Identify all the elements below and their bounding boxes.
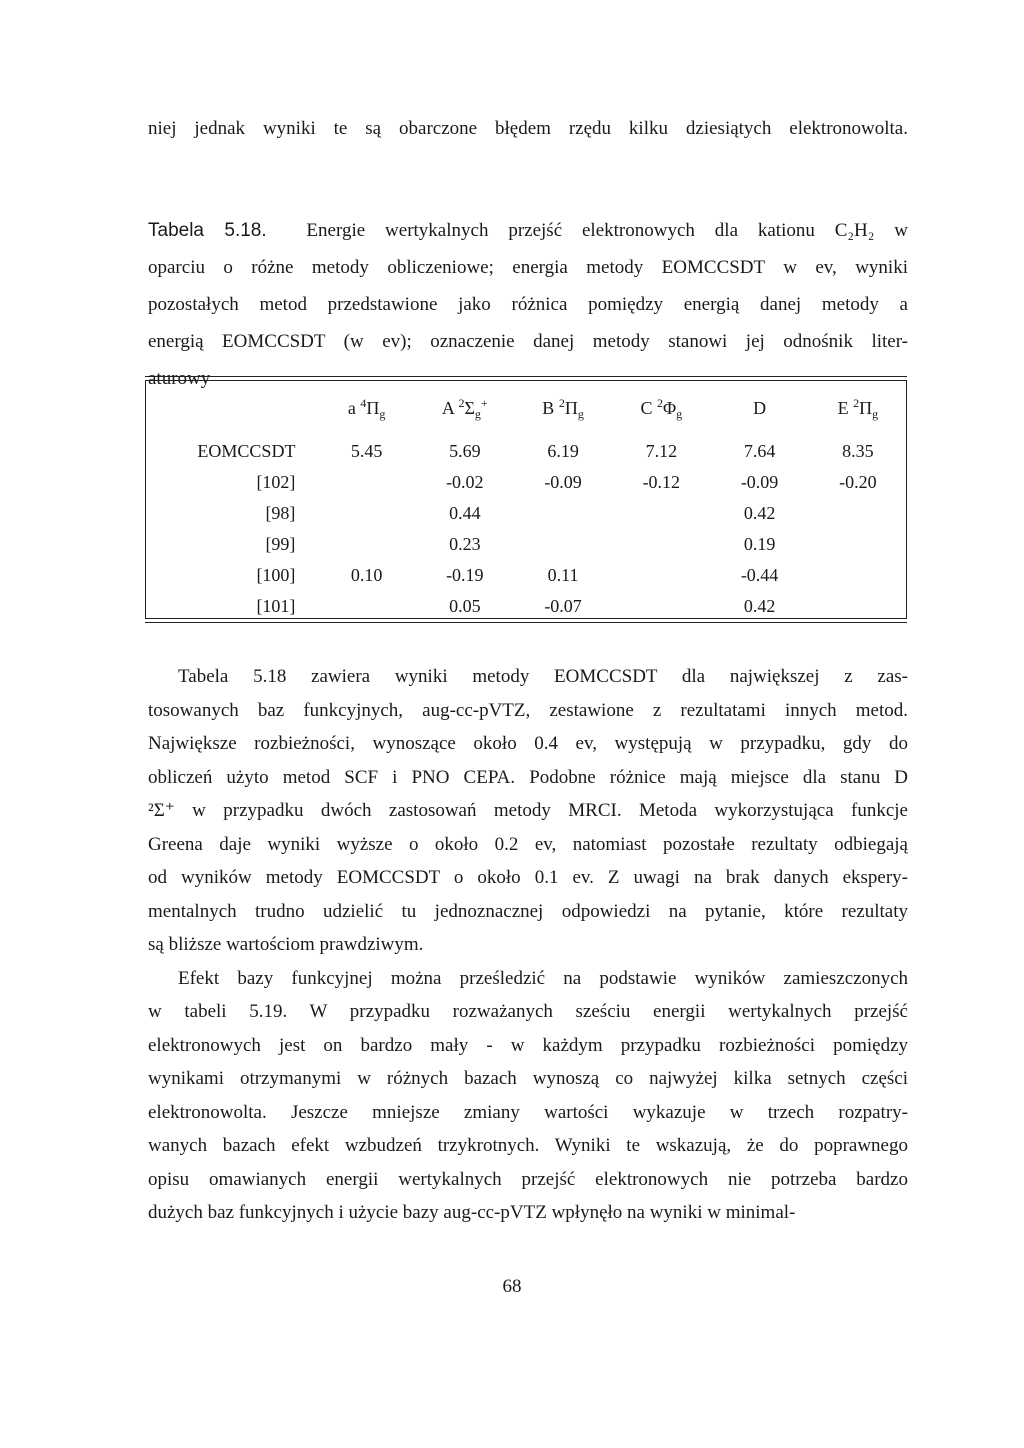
table-body [145,436,907,622]
table-cell: 0.42 [743,503,776,523]
table-cell: 0.10 [350,565,383,585]
table-cell: -0.19 [446,565,484,585]
table-cell: 5.45 [350,441,383,461]
multiplicity: 2 [558,396,565,410]
table-cell: -0.09 [740,472,779,492]
state-letter: C [640,398,657,418]
table-cell: -0.20 [839,472,877,492]
table-cell: -0.02 [446,472,484,492]
table-caption [148,212,908,397]
caption-label: Tabela 5.18. [148,220,267,241]
caption-line-2: oparciu o różne metody obliczeniowe; energia metody EOMCCSDT w ev, wyniki [148,257,908,278]
body-line: obliczeń użyto metod SCF i PNO CEPA. Podobne różnice mają miejsce dla stanu D [148,766,908,788]
table-cell [514,498,612,529]
body-line: od wyników metody EOMCCSDT o około 0.1 ev. Z uwagi na brak danych ekspery- [148,867,908,888]
body-line: opisu omawianych energii wertykalnych przejść elektronowych nie potrzeba bardzo [148,1168,908,1190]
body-line: są bliższe wartościom prawdziwym. [148,934,424,955]
state-letter: a [347,398,361,418]
table-cell: 0.05 [449,596,481,616]
multiplicity: 2 [656,396,663,410]
parity: g [577,407,584,421]
table-cell [514,529,612,560]
table-cell [317,529,415,560]
header-corner [145,392,317,436]
body-line: elektronowolta. Jeszcze mniejsze zmiany wartości wykazuje w trzech rozpatry- [148,1101,908,1123]
table-cell: 0.19 [743,534,776,554]
term-symbol: Π [859,398,873,418]
row-label: [101] [256,596,296,616]
body-line: dużych baz funkcyjnych i użycie bazy aug-cc-pVTZ wpłynęło na wyniki w minimal- [148,1202,796,1223]
caption-text-1: Energie wertykalnych przejść elektronowych dla kationu C₂H₂ w [306,220,908,241]
table-row [145,529,907,560]
table-rule-top-inner [145,380,907,381]
caption-line-5: aturowy [148,368,211,389]
reflection-sign: + [480,396,488,410]
table-cell [809,560,907,591]
term-symbol: Π [564,398,578,418]
body-line: Tabela 5.18 zawiera wyniki metody EOMCCSDT dla największej z zas- [178,666,908,687]
table-row [145,560,907,591]
table-cell: 0.44 [449,503,481,523]
top-line: niej jednak wyniki te są obarczone błędem rzędu kilku dziesiątych elektronowolta. [148,118,908,139]
table-cell [317,498,415,529]
table-cell [809,591,907,622]
row-label: [102] [256,472,296,492]
table-cell: 6.19 [547,441,579,461]
body-line: Greena daje wyniki wyższe o około 0.2 ev, natomiast pozostałe rezultaty odbiegają [148,833,908,855]
body-line: w tabeli 5.19. W przypadku rozważanych sześciu energii wertykalnych przejść [148,1001,908,1022]
body-line: elektronowych jest on bardzo mały - w każdym przypadku rozbieżności pomiędzy [148,1034,908,1056]
parity: g [872,407,879,421]
table-cell [612,560,710,591]
column-header [514,392,612,436]
table-cell: -0.07 [544,596,582,616]
table-rule-bottom [145,622,907,623]
table-rule-top [145,376,907,377]
caption-line-3: pozostałych metod przedstawione jako różnica pomiędzy energią danej metody a [148,294,908,315]
table-cell: -0.09 [544,472,582,492]
table-cell [317,591,415,622]
table-cell [809,529,907,560]
body-line: Największe rozbieżności, wynoszące około 0.4 ev, występują w przypadku, gdy do [148,733,908,754]
body-line: Efekt bazy funkcyjnej można prześledzić na podstawie wyników zamieszczonych [178,967,908,989]
column-header [809,392,907,436]
body-line: wynikami otrzymanymi w różnych bazach wynoszą co najwyżej kilka setnych części [148,1068,908,1089]
caption-line-1 [148,212,908,249]
table-row [145,467,907,498]
table-cell: 0.11 [547,565,579,585]
table-cell [317,467,415,498]
column-header [416,392,514,436]
state-letter: E [837,398,854,418]
table-cell: 7.64 [743,441,776,461]
state-letter: D [753,398,767,418]
table-cell [612,591,710,622]
table-row [145,436,907,467]
table-cell: 0.23 [449,534,481,554]
body-paragraphs [148,660,908,1230]
row-label: EOMCCSDT [197,441,296,461]
table-cell: 5.69 [449,441,481,461]
table-cell: -0.12 [642,472,681,492]
table-cell: -0.44 [740,565,779,585]
table-cell [809,498,907,529]
term-symbol: Π [366,398,380,418]
table-cell: 0.42 [743,596,776,616]
table-cell [612,529,710,560]
page-number: 68 [502,1276,522,1297]
body-line: ²Σ⁺ w przypadku dwóch zastosowań metody MRCI. Metoda wykorzystująca funkcje [148,800,908,821]
row-label: [99] [265,534,296,554]
table-cell: 7.12 [645,441,678,461]
table-row [145,498,907,529]
results-table-frame [145,376,907,624]
multiplicity: 2 [458,396,465,410]
multiplicity: 4 [360,396,367,410]
row-label: [98] [265,503,296,523]
multiplicity: 2 [853,396,860,410]
table-cell [612,498,710,529]
column-header [710,392,808,436]
body-line: wanych bazach efekt wzbudzeń trzykrotnych. Wyniki te wskazują, że do poprawnego [148,1135,908,1156]
parity: g [474,407,481,421]
state-letter: B [542,398,559,418]
table-header-row [145,392,907,436]
table-cell: 8.35 [842,441,874,461]
column-header [612,392,710,436]
table-row [145,591,907,622]
results-table [145,392,907,622]
term-symbol: Σ [464,398,475,418]
state-letter: A [441,398,459,418]
term-symbol: Φ [662,398,677,418]
row-label: [100] [256,565,296,585]
body-line: tosowanych baz funkcyjnych, aug-cc-pVTZ, zestawione z rezultatami innych metod. [148,699,908,721]
body-line: mentalnych trudno udzielić tu jednoznacznej odpowiedzi na pytanie, które rezultaty [148,900,908,922]
caption-line-4: energią EOMCCSDT (w ev); oznaczenie danej metody stanowi jej odnośnik liter- [148,331,908,352]
column-header [317,392,415,436]
parity: g [676,407,683,421]
parity: g [379,407,386,421]
